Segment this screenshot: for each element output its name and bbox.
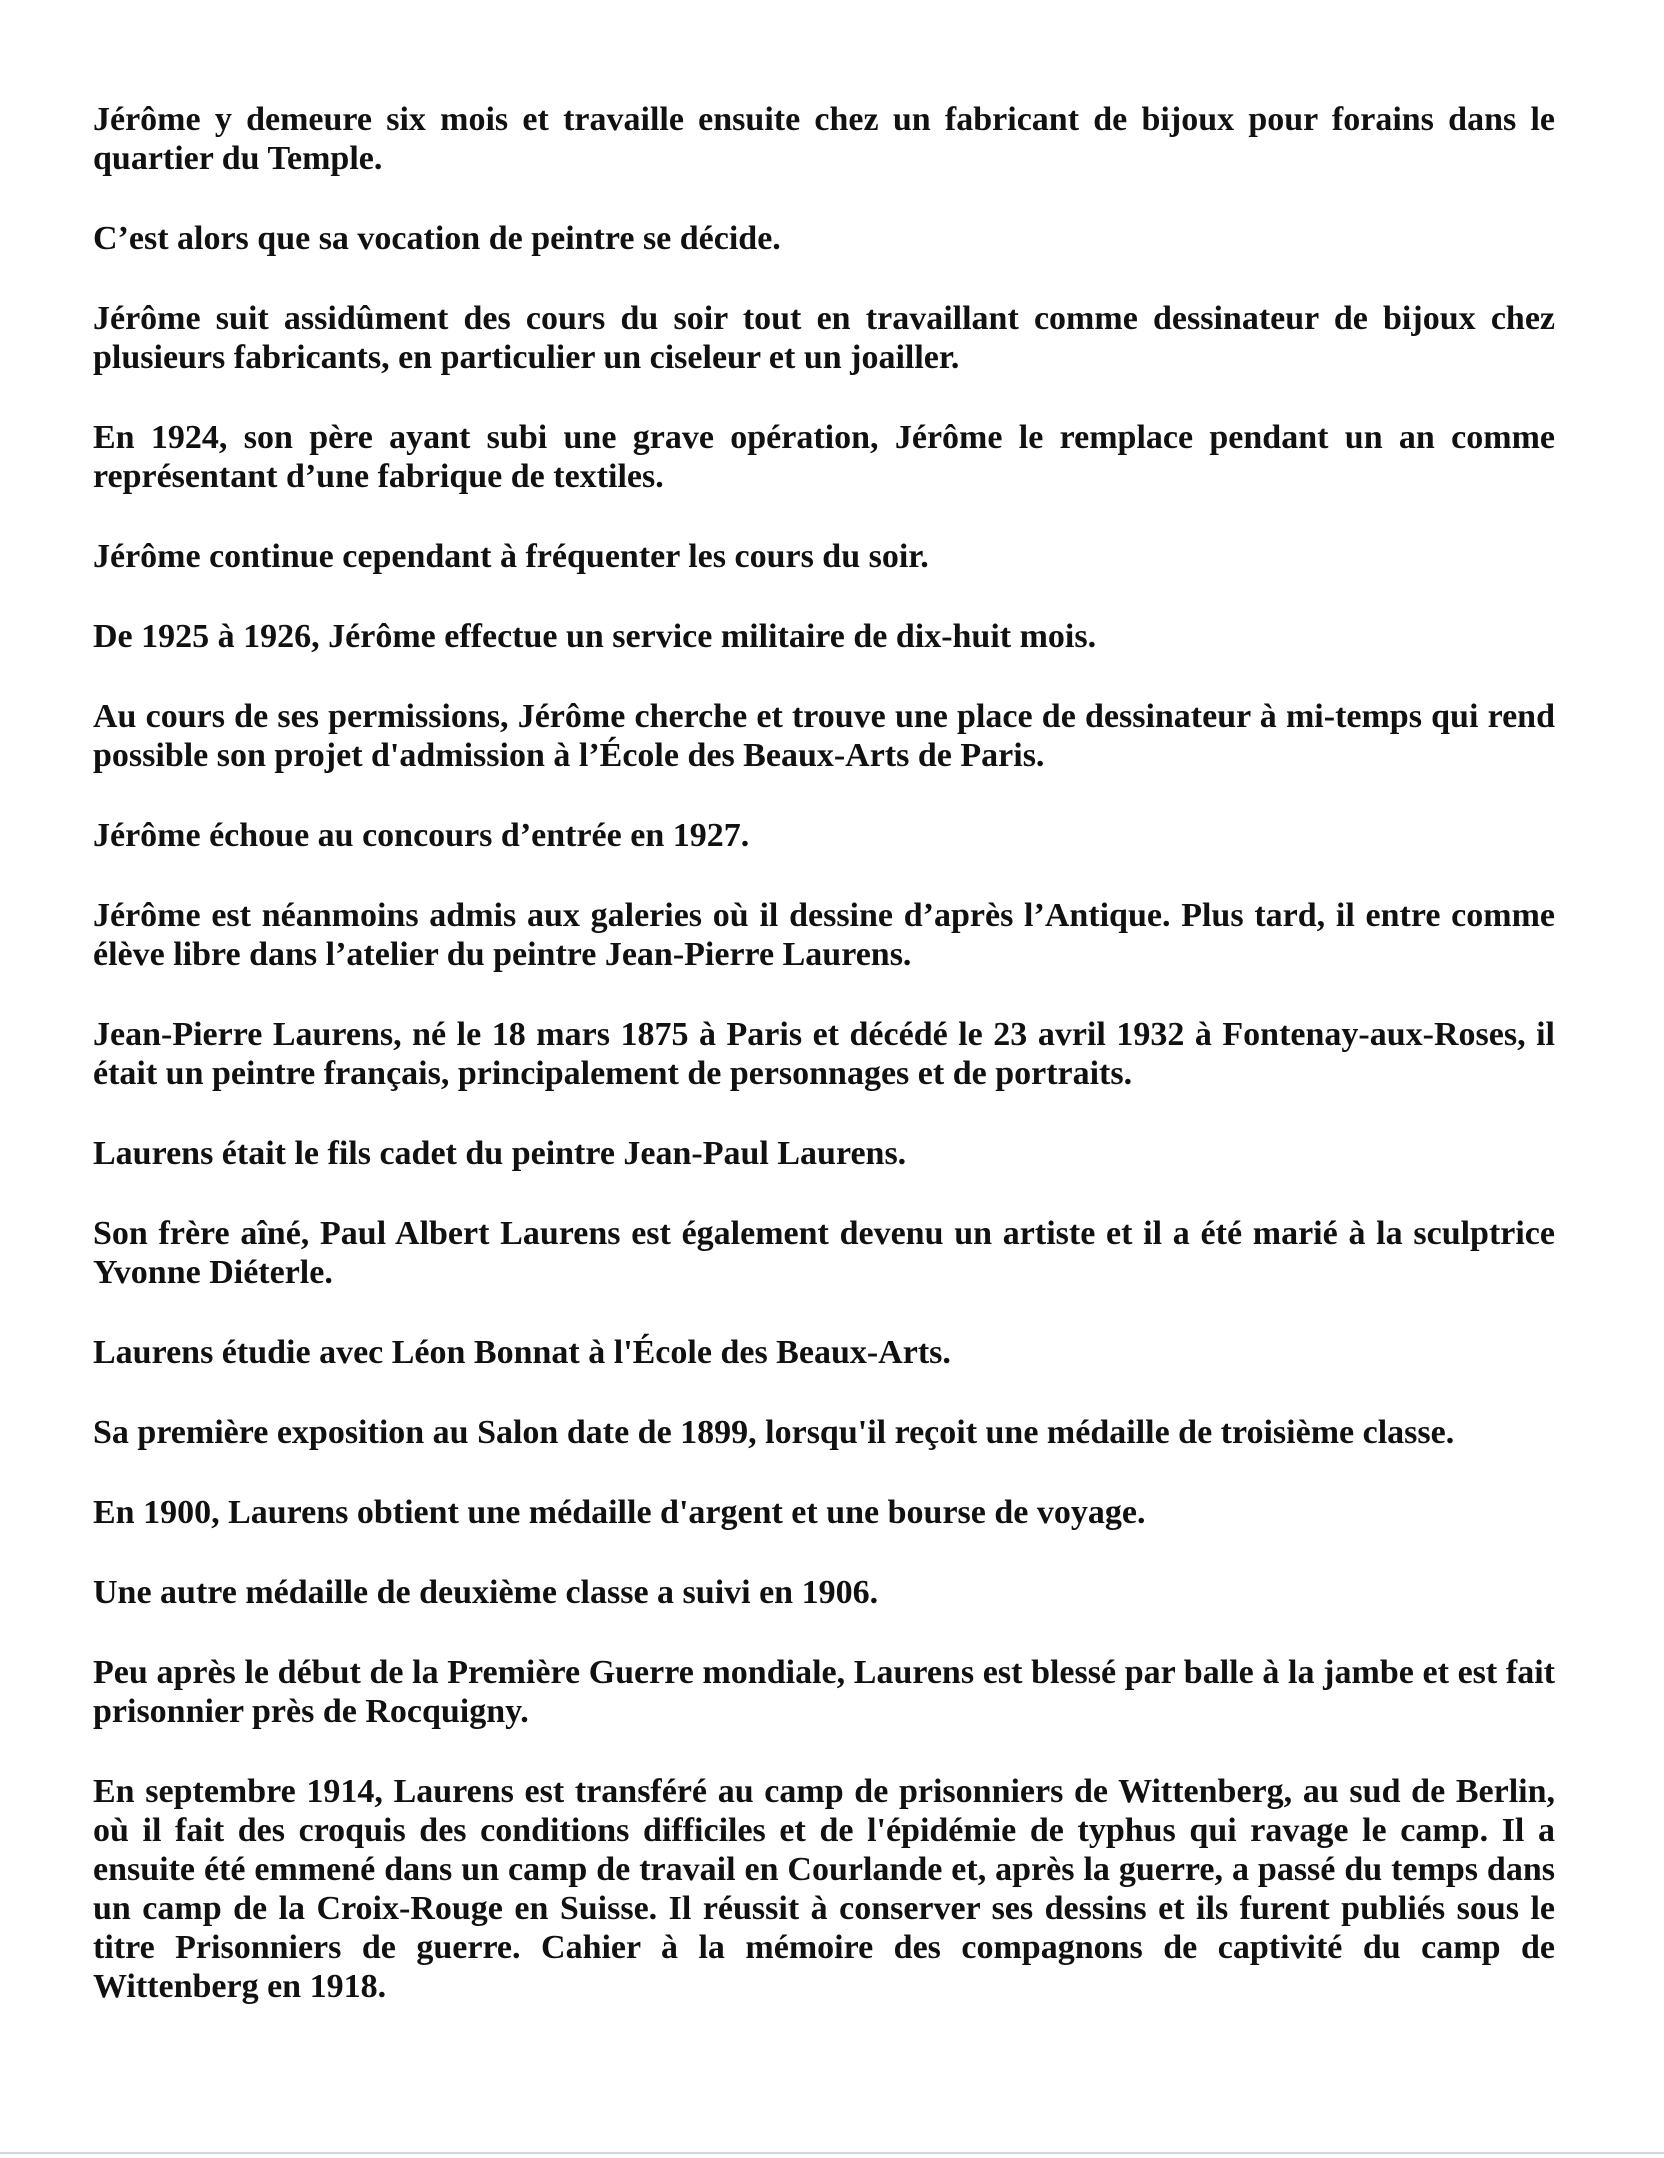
paragraph: Laurens étudie avec Léon Bonnat à l'École des Beaux-Arts. [93,1334,951,1371]
paragraph: En septembre 1914, Laurens est transféré au camp de prisonniers de Wittenberg, au sud de Berlin, où il fait des croquis des conditions difficiles et de l'épidémie de typhus qui ravage le camp. Il a ensuite été emmené dans un camp de travail en Courlande et, après la guerre, a passé du temps dans un camp de la Croix-Rouge en Suisse. Il réussit à conserver ses dessins et ils furent publiés sous le titre Prisonniers de guerre. Cahier à la mémoire des compagnons de captivité du camp de Wittenberg en 1918. [93,1773,1555,2005]
paragraph: Son frère aîné, Paul Albert Laurens est également devenu un artiste et il a été marié à la sculptrice Yvonne Diéterle. [93,1215,1555,1291]
paragraph: Jérôme y demeure six mois et travaille ensuite chez un fabricant de bijoux pour forains dans le quartier du Temple. [93,101,1555,177]
paragraph: Jérôme continue cependant à fréquenter les cours du soir. [93,538,929,575]
paragraph: C’est alors que sa vocation de peintre se décide. [93,220,781,257]
page-bottom-edge [0,2152,1664,2154]
paragraph: Sa première exposition au Salon date de 1899, lorsqu'il reçoit une médaille de troisième classe. [93,1414,1455,1451]
document-page [93,100,1555,2006]
paragraph: Jérôme échoue au concours d’entrée en 1927. [93,817,750,854]
paragraph: Laurens était le fils cadet du peintre Jean-Paul Laurens. [93,1135,907,1172]
paragraph: Peu après le début de la Première Guerre mondiale, Laurens est blessé par balle à la jambe et est fait prisonnier près de Rocquigny. [93,1654,1555,1730]
paragraph: De 1925 à 1926, Jérôme effectue un service militaire de dix-huit mois. [93,618,1097,655]
paragraph: Jérôme est néanmoins admis aux galeries où il dessine d’après l’Antique. Plus tard, il entre comme élève libre dans l’atelier du peintre Jean-Pierre Laurens. [93,897,1555,973]
paragraph: Une autre médaille de deuxième classe a suivi en 1906. [93,1574,879,1611]
paragraph: Jérôme suit assidûment des cours du soir tout en travaillant comme dessinateur de bijoux chez plusieurs fabricants, en particulier un ciseleur et un joailler. [93,300,1555,376]
paragraph: Jean-Pierre Laurens, né le 18 mars 1875 à Paris et décédé le 23 avril 1932 à Fontenay-aux-Roses, il était un peintre français, principalement de personnages et de portraits. [93,1016,1555,1092]
paragraph: En 1924, son père ayant subi une grave opération, Jérôme le remplace pendant un an comme représentant d’une fabrique de textiles. [93,419,1555,495]
paragraph: En 1900, Laurens obtient une médaille d'argent et une bourse de voyage. [93,1494,1146,1531]
paragraph: Au cours de ses permissions, Jérôme cherche et trouve une place de dessinateur à mi-temps qui rend possible son projet d'admission à l’École des Beaux-Arts de Paris. [93,698,1555,774]
